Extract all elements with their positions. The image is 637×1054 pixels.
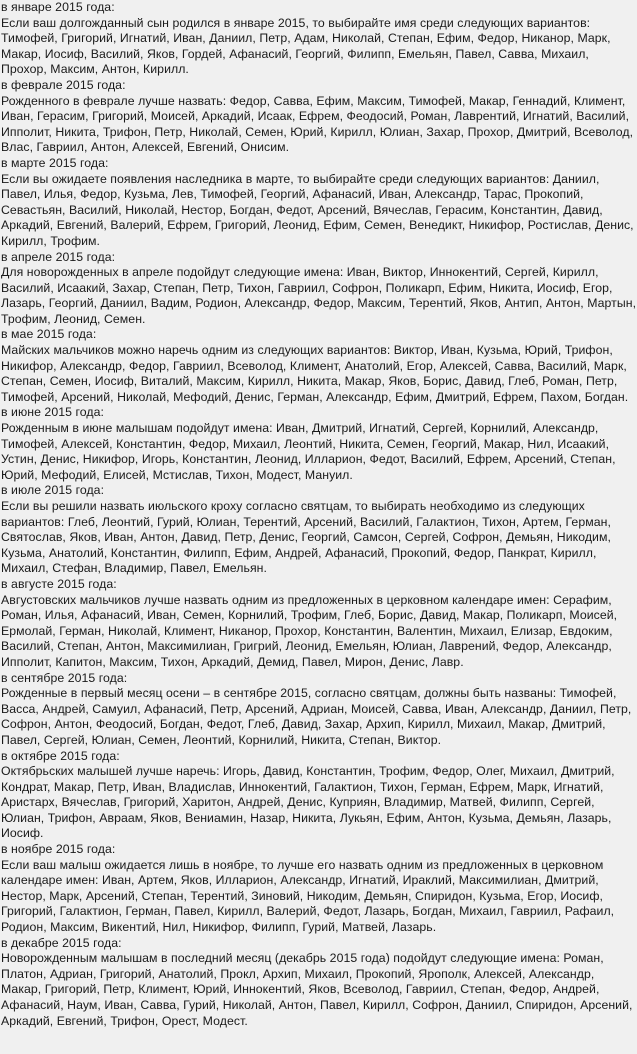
month-names-text: Рожденного в феврале лучше назвать: Федор, Савва, Ефим, Максим, Тимофей, Макар, Геннадий, Климент, Иван, Герасим, Григорий, Моисей, Аркадий, Исаак, Ефрем, Феодосий, Роман, Лаврентий, Игнатий, Василий, Ипполит, Никита, Трифон, Петр, Николай, Семен, Юрий, Кирилл, Юлиан, Захар, Прохор, Дмитрий, Всеволод, Влас, Гавриил, Антон, Алексей, Евгений, Онисим.	[1, 93, 634, 155]
section-january	[1, 0, 637, 78]
month-names-text: Рожденные в первый месяц осени – в сентябре 2015, согласно святцам, должны быть названы: Тимофей, Васса, Андрей, Самуил, Афанасий, Петр, Арсений, Адриан, Моисей, Савва, Иван, Александр, Даниил, Петр, Софрон, Антон, Феодосий, Богдан, Федот, Глеб, Давид, Захар, Архип, Кирилл, Михаил, Макар, Дмитрий, Павел, Сергей, Юлиан, Семен, Леонтий, Корнилий, Никита, Степан, Виктор.	[1, 686, 632, 747]
month-names-text: Если вы ожидаете появления наследника в марте, то выбирайте среди следующих вариантов: Даниил, Павел, Илья, Федор, Кузьма, Лев, Тимофей, Георгий, Афанасий, Иван, Александр, Тарас, Прокопий, Севастьян, Василий, Николай, Нестор, Богдан, Федот, Арсений, Вячеслав, Герасим, Константин, Давид, Аркадий, Евгений, Валерий, Ефрем, Григорий, Леонид, Ефим, Семен, Венедикт, Никифор, Ростислав, Денис, Кирилл, Трофим.	[1, 171, 634, 248]
section-november	[1, 842, 637, 936]
section-february	[1, 78, 637, 156]
section-june	[1, 405, 637, 483]
month-heading: в августе 2015 года:	[1, 576, 117, 591]
month-names-text: Рожденным в июне малышам подойдут имена: Иван, Дмитрий, Игнатий, Сергей, Корнилий, Александр, Тимофей, Алексей, Константин, Федор, Михаил, Леонтий, Никита, Семен, Георгий, Макар, Нил, Исаакий, Устин, Денис, Никифор, Игорь, Константин, Леонид, Илларион, Федот, Василий, Ефрем, Арсений, Степан, Юрий, Мефодий, Елисей, Мстислав, Тихон, Модест, Мануил.	[1, 421, 616, 482]
month-names-text: Если ваш малыш ожидается лишь в ноябре, то лучше его назвать одним из предложенных в церковном календаре имен: Иван, Артем, Яков, Илларион, Александр, Игнатий, Ираклий, Максимилиан, Дмитрий, Нестор, Марк, Арсений, Степан, Терентий, Зиновий, Никодим, Демьян, Спиридон, Кузьма, Егор, Иосиф, Григорий, Галактион, Герман, Павел, Кирилл, Валерий, Федот, Лазарь, Богдан, Михаил, Гавриил, Рафаил, Родион, Максим, Викентий, Нил, Никифор, Филипп, Гурий, Матвей, Лазарь.	[1, 857, 615, 935]
month-names-text: Если ваш долгожданный сын родился в январе 2015, то выбирайте имя среди следующих вариантов: Тимофей, Григорий, Игнатий, Иван, Даниил, Петр, Адам, Николай, Степан, Ефим, Федор, Никанор, Марк, Макар, Иосиф, Василий, Яков, Гордей, Афанасий, Георгий, Филипп, Емельян, Павел, Савва, Михаил, Прохор, Максим, Антон, Кирилл.	[1, 15, 611, 77]
month-heading: в декабре 2015 года:	[1, 935, 122, 950]
month-names-text: Для новорожденных в апреле подойдут следующие имена: Иван, Виктор, Иннокентий, Сергей, Кирилл, Василий, Исаакий, Захар, Степан, Петр, Тихон, Гавриил, Софрон, Поликарп, Ефим, Никита, Иосиф, Егор, Лазарь, Георгий, Даниил, Вадим, Родион, Александр, Федор, Максим, Терентий, Яков, Антип, Антон, Мартын, Трофим, Леонид, Семен.	[1, 265, 637, 326]
month-names-text: Майских мальчиков можно наречь одним из следующих вариантов: Виктор, Иван, Кузьма, Юрий, Трифон, Никифор, Александр, Федор, Гавриил, Всеволод, Климент, Анатолий, Егор, Алексей, Савва, Василий, Марк, Степан, Семен, Иосиф, Виталий, Максим, Кирилл, Никита, Макар, Яков, Борис, Давид, Глеб, Роман, Петр, Тимофей, Арсений, Николай, Мефодий, Денис, Герман, Александр, Ефим, Дмитрий, Ефрем, Пахом, Богдан.	[1, 343, 629, 404]
month-heading: в январе 2015 года:	[1, 0, 115, 14]
section-october	[1, 749, 637, 843]
month-names-text: Августовских мальчиков лучше назвать одним из предложенных в церковном календаре имен: Серафим, Роман, Илья, Афанасий, Иван, Семен, Корнилий, Трофим, Глеб, Борис, Давид, Макар, Поликарп, Моисей, Ермолай, Герман, Николай, Климент, Никанор, Прохор, Константин, Валентин, Михаил, Елизар, Евдоким, Василий, Степан, Антон, Максимилиан, Григрий, Леонид, Емельян, Юлиан, Лаврений, Федор, Александр, Ипполит, Капитон, Максим, Тихон, Аркадий, Демид, Павел, Мирон, Денис, Лавр.	[1, 592, 618, 669]
month-heading: в июне 2015 года:	[1, 405, 104, 420]
month-heading: в феврале 2015 года:	[1, 77, 126, 92]
month-names-text: Если вы решили назвать июльского кроху согласно святцам, то выбирать необходимо из следующих вариантов: Глеб, Леонтий, Гурий, Юлиан, Терентий, Арсений, Василий, Галактион, Тихон, Артем, Герман, Святослав, Яков, Иван, Антон, Давид, Петр, Денис, Георгий, Самсон, Сергей, Софрон, Демьян, Никодим, Кузьма, Анатолий, Константин, Филипп, Ефим, Андрей, Афанасий, Прокопий, Федор, Панкрат, Кирилл, Михаил, Стефан, Владимир, Павел, Емельян.	[1, 499, 611, 576]
section-august	[1, 577, 637, 671]
section-may	[1, 327, 637, 405]
section-december	[1, 936, 637, 1030]
month-names-text: Октябрьских малышей лучше наречь: Игорь, Давид, Константин, Трофим, Федор, Олег, Михаил, Дмитрий, Кондрат, Макар, Петр, Иван, Владислав, Иннокентий, Галактион, Тихон, Герман, Ефрем, Марк, Игнатий, Аристарх, Вячеслав, Григорий, Харитон, Андрей, Денис, Куприян, Владимир, Матвей, Филипп, Сергей, Юлиан, Трифон, Авраам, Яков, Вениамин, Назар, Никита, Лукьян, Ефим, Антон, Кузьма, Демьян, Лазарь, Иосиф.	[1, 764, 615, 841]
month-heading: в октябре 2015 года:	[1, 748, 120, 763]
month-names-text: Новорожденным малышам в последний месяц (декабрь 2015 года) подойдут следующие имена: Роман, Платон, Адриан, Григорий, Анатолий, Прокл, Архип, Михаил, Прокопий, Ярополк, Алексей, Александр, Макар, Григорий, Петр, Климент, Юрий, Иннокентий, Яков, Всеволод, Гавриил, Степан, Федор, Андрей, Афанасий, Наум, Иван, Савва, Гурий, Николай, Антон, Павел, Кирилл, Софрон, Даниил, Спиридон, Арсений, Аркадий, Евгений, Трифон, Орест, Модест.	[1, 951, 633, 1028]
month-heading: в апреле 2015 года:	[1, 249, 116, 264]
month-heading: в марте 2015 года:	[1, 155, 109, 170]
section-september	[1, 671, 637, 749]
section-july	[1, 483, 637, 577]
month-heading: в сентябре 2015 года:	[1, 670, 128, 685]
section-april	[1, 250, 637, 328]
month-heading: в июле 2015 года:	[1, 483, 105, 498]
month-heading: в мае 2015 года:	[1, 327, 97, 342]
month-heading: в ноябре 2015 года:	[1, 842, 116, 857]
section-march	[1, 156, 637, 250]
